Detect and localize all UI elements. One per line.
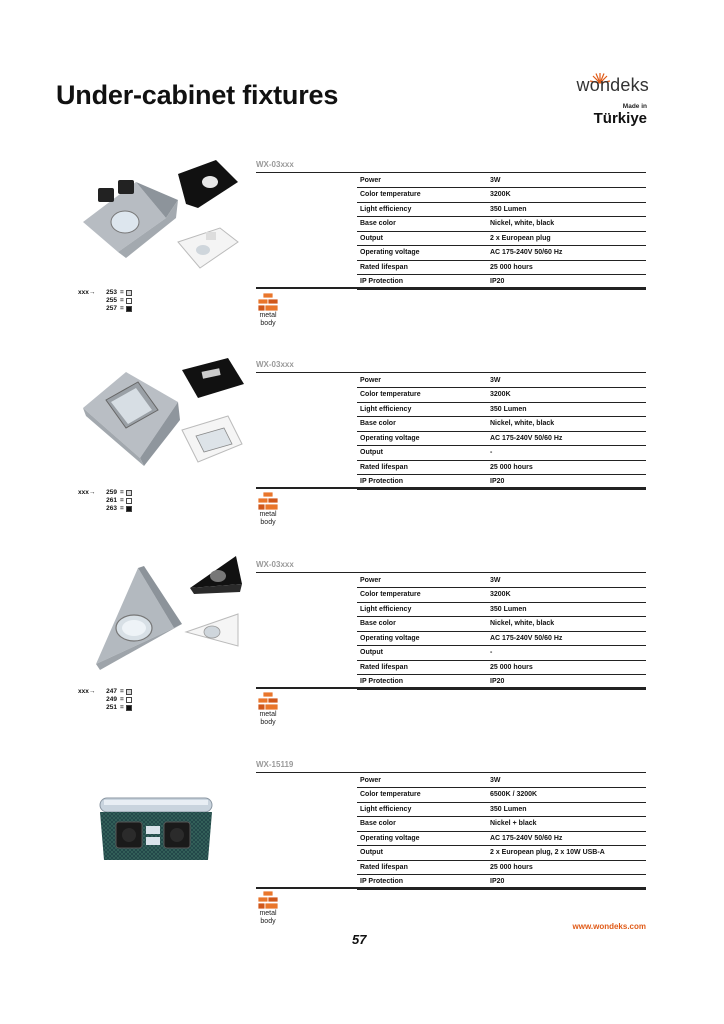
spec-value: Nickel, white, black (486, 417, 646, 432)
bricks-icon (258, 890, 278, 910)
material-label: metal body (259, 312, 277, 327)
bricks-icon (258, 491, 278, 511)
page-title: Under-cabinet fixtures (56, 80, 339, 110)
variant-eq: = (120, 305, 124, 312)
model-label: WX-03xxx (256, 560, 294, 569)
spec-label: IP Protection (357, 475, 486, 490)
variant-eq: = (120, 704, 124, 711)
table-row (357, 860, 646, 875)
table-row (357, 646, 646, 661)
spec-value: 6500K / 3200K (486, 788, 646, 803)
variant-eq: = (120, 297, 124, 304)
color-swatch (126, 298, 132, 304)
variant-eq: = (120, 696, 124, 703)
variant-eq: = (120, 505, 124, 512)
country-label: Türkiye (593, 110, 647, 127)
material-badge (255, 292, 281, 328)
spec-label: Power (357, 573, 486, 588)
spec-label: Base color (357, 217, 486, 232)
variant-eq: = (120, 289, 124, 296)
variant-code: 249 (106, 696, 117, 703)
variant-eq: = (120, 497, 124, 504)
color-swatch (126, 689, 132, 695)
table-row (357, 817, 646, 832)
spec-value: Nickel + black (486, 817, 646, 832)
variant-row (78, 696, 138, 704)
color-swatch (126, 490, 132, 496)
table-row (357, 573, 646, 588)
spec-label: Light efficiency (357, 202, 486, 217)
spec-value: 25 000 hours (486, 860, 646, 875)
spec-value: 2 x European plug, 2 x 10W USB-A (486, 846, 646, 861)
table-row (357, 460, 646, 475)
spec-value: 350 Lumen (486, 602, 646, 617)
spec-label: Color temperature (357, 788, 486, 803)
spec-label: Output (357, 846, 486, 861)
spec-label: Operating voltage (357, 246, 486, 261)
spec-value: 350 Lumen (486, 802, 646, 817)
spec-value: IP20 (486, 875, 646, 890)
spec-value: 3200K (486, 188, 646, 203)
table-row (357, 217, 646, 232)
divider (256, 687, 646, 689)
spec-table (357, 373, 646, 490)
spec-label: Output (357, 646, 486, 661)
bricks-icon (258, 292, 278, 312)
spec-label: Operating voltage (357, 631, 486, 646)
spec-label: IP Protection (357, 275, 486, 290)
table-row (357, 617, 646, 632)
divider (256, 487, 646, 489)
variant-list (78, 489, 138, 513)
table-row (357, 388, 646, 403)
page-number: 57 (352, 932, 367, 947)
variant-list (78, 289, 138, 313)
spec-table (357, 773, 646, 890)
spec-value: 350 Lumen (486, 202, 646, 217)
spec-value: 350 Lumen (486, 402, 646, 417)
spec-label: Rated lifespan (357, 260, 486, 275)
spec-value: IP20 (486, 675, 646, 690)
spec-label: Light efficiency (357, 602, 486, 617)
table-row (357, 802, 646, 817)
website-link[interactable]: www.wondeks.com (572, 922, 646, 931)
spec-label: Color temperature (357, 188, 486, 203)
material-label: metal body (259, 711, 277, 726)
table-row (357, 660, 646, 675)
spec-label: Base color (357, 617, 486, 632)
table-row (357, 260, 646, 275)
material-badge (255, 491, 281, 527)
spec-label: Power (357, 373, 486, 388)
spec-label: IP Protection (357, 675, 486, 690)
spec-label: Output (357, 231, 486, 246)
spec-value: 3W (486, 573, 646, 588)
spec-label: Rated lifespan (357, 660, 486, 675)
spec-value: Nickel, white, black (486, 217, 646, 232)
spec-value: 25 000 hours (486, 660, 646, 675)
color-swatch (126, 705, 132, 711)
color-swatch (126, 306, 132, 312)
spec-label: Rated lifespan (357, 460, 486, 475)
table-row (357, 588, 646, 603)
spec-value: 25 000 hours (486, 460, 646, 475)
spec-value: 2 x European plug (486, 231, 646, 246)
variant-row (78, 297, 138, 305)
divider (256, 287, 646, 289)
spec-label: Base color (357, 817, 486, 832)
spec-value: 3W (486, 373, 646, 388)
table-row (357, 446, 646, 461)
table-row (357, 773, 646, 788)
table-row (357, 846, 646, 861)
material-badge (255, 890, 281, 926)
material-badge (255, 691, 281, 727)
variant-row (78, 489, 138, 497)
brand-logo (565, 72, 655, 128)
variant-arrow: xxx→ (78, 489, 96, 496)
spec-value: AC 175-240V 50/60 Hz (486, 431, 646, 446)
variant-list (78, 688, 138, 712)
spec-value: 3200K (486, 588, 646, 603)
model-label: WX-15119 (256, 760, 294, 769)
model-label: WX-03xxx (256, 160, 294, 169)
spec-value: 3W (486, 173, 646, 188)
material-label: metal body (259, 511, 277, 526)
variant-arrow: xxx→ (78, 688, 96, 695)
variant-row (78, 289, 138, 297)
table-row (357, 788, 646, 803)
spec-label: Rated lifespan (357, 860, 486, 875)
table-row (357, 246, 646, 261)
variant-arrow: xxx→ (78, 289, 96, 296)
product-photo (78, 358, 248, 483)
spec-label: Operating voltage (357, 431, 486, 446)
variant-code: 263 (106, 505, 117, 512)
spec-value: IP20 (486, 275, 646, 290)
color-swatch (126, 506, 132, 512)
material-label: metal body (259, 910, 277, 925)
table-row (357, 231, 646, 246)
variant-code: 255 (106, 297, 117, 304)
variant-code: 261 (106, 497, 117, 504)
table-row (357, 417, 646, 432)
table-row (357, 373, 646, 388)
color-swatch (126, 290, 132, 296)
variant-code: 251 (106, 704, 117, 711)
table-row (357, 831, 646, 846)
table-row (357, 431, 646, 446)
brand-name: wondeks (576, 75, 649, 95)
spec-table (357, 573, 646, 690)
bricks-icon (258, 691, 278, 711)
variant-eq: = (120, 489, 124, 496)
table-row (357, 631, 646, 646)
table-row (357, 602, 646, 617)
variant-row (78, 704, 138, 712)
variant-row (78, 505, 138, 513)
table-row (357, 402, 646, 417)
variant-code: 253 (106, 289, 117, 296)
spec-value: Nickel, white, black (486, 617, 646, 632)
variant-row (78, 688, 138, 696)
color-swatch (126, 697, 132, 703)
spec-label: Power (357, 773, 486, 788)
spec-label: Base color (357, 417, 486, 432)
variant-code: 259 (106, 489, 117, 496)
product-photo (78, 160, 248, 285)
spec-label: Color temperature (357, 388, 486, 403)
product-photo (78, 770, 248, 895)
spec-label: Operating voltage (357, 831, 486, 846)
made-in-label: Made in (622, 103, 647, 110)
model-label: WX-03xxx (256, 360, 294, 369)
spec-label: Light efficiency (357, 802, 486, 817)
spec-label: IP Protection (357, 875, 486, 890)
spec-label: Color temperature (357, 588, 486, 603)
variant-code: 247 (106, 688, 117, 695)
spec-table (357, 173, 646, 290)
product-photo (78, 554, 248, 679)
spec-value: 3200K (486, 388, 646, 403)
spec-value: AC 175-240V 50/60 Hz (486, 831, 646, 846)
variant-code: 257 (106, 305, 117, 312)
table-row (357, 173, 646, 188)
variant-eq: = (120, 688, 124, 695)
spec-value: - (486, 446, 646, 461)
spec-value: 3W (486, 773, 646, 788)
table-row (357, 188, 646, 203)
color-swatch (126, 498, 132, 504)
spec-label: Light efficiency (357, 402, 486, 417)
spec-value: - (486, 646, 646, 661)
spec-label: Power (357, 173, 486, 188)
divider (256, 887, 646, 889)
spec-label: Output (357, 446, 486, 461)
spec-value: IP20 (486, 475, 646, 490)
spec-value: AC 175-240V 50/60 Hz (486, 631, 646, 646)
spec-value: AC 175-240V 50/60 Hz (486, 246, 646, 261)
variant-row (78, 497, 138, 505)
spec-value: 25 000 hours (486, 260, 646, 275)
variant-row (78, 305, 138, 313)
table-row (357, 202, 646, 217)
